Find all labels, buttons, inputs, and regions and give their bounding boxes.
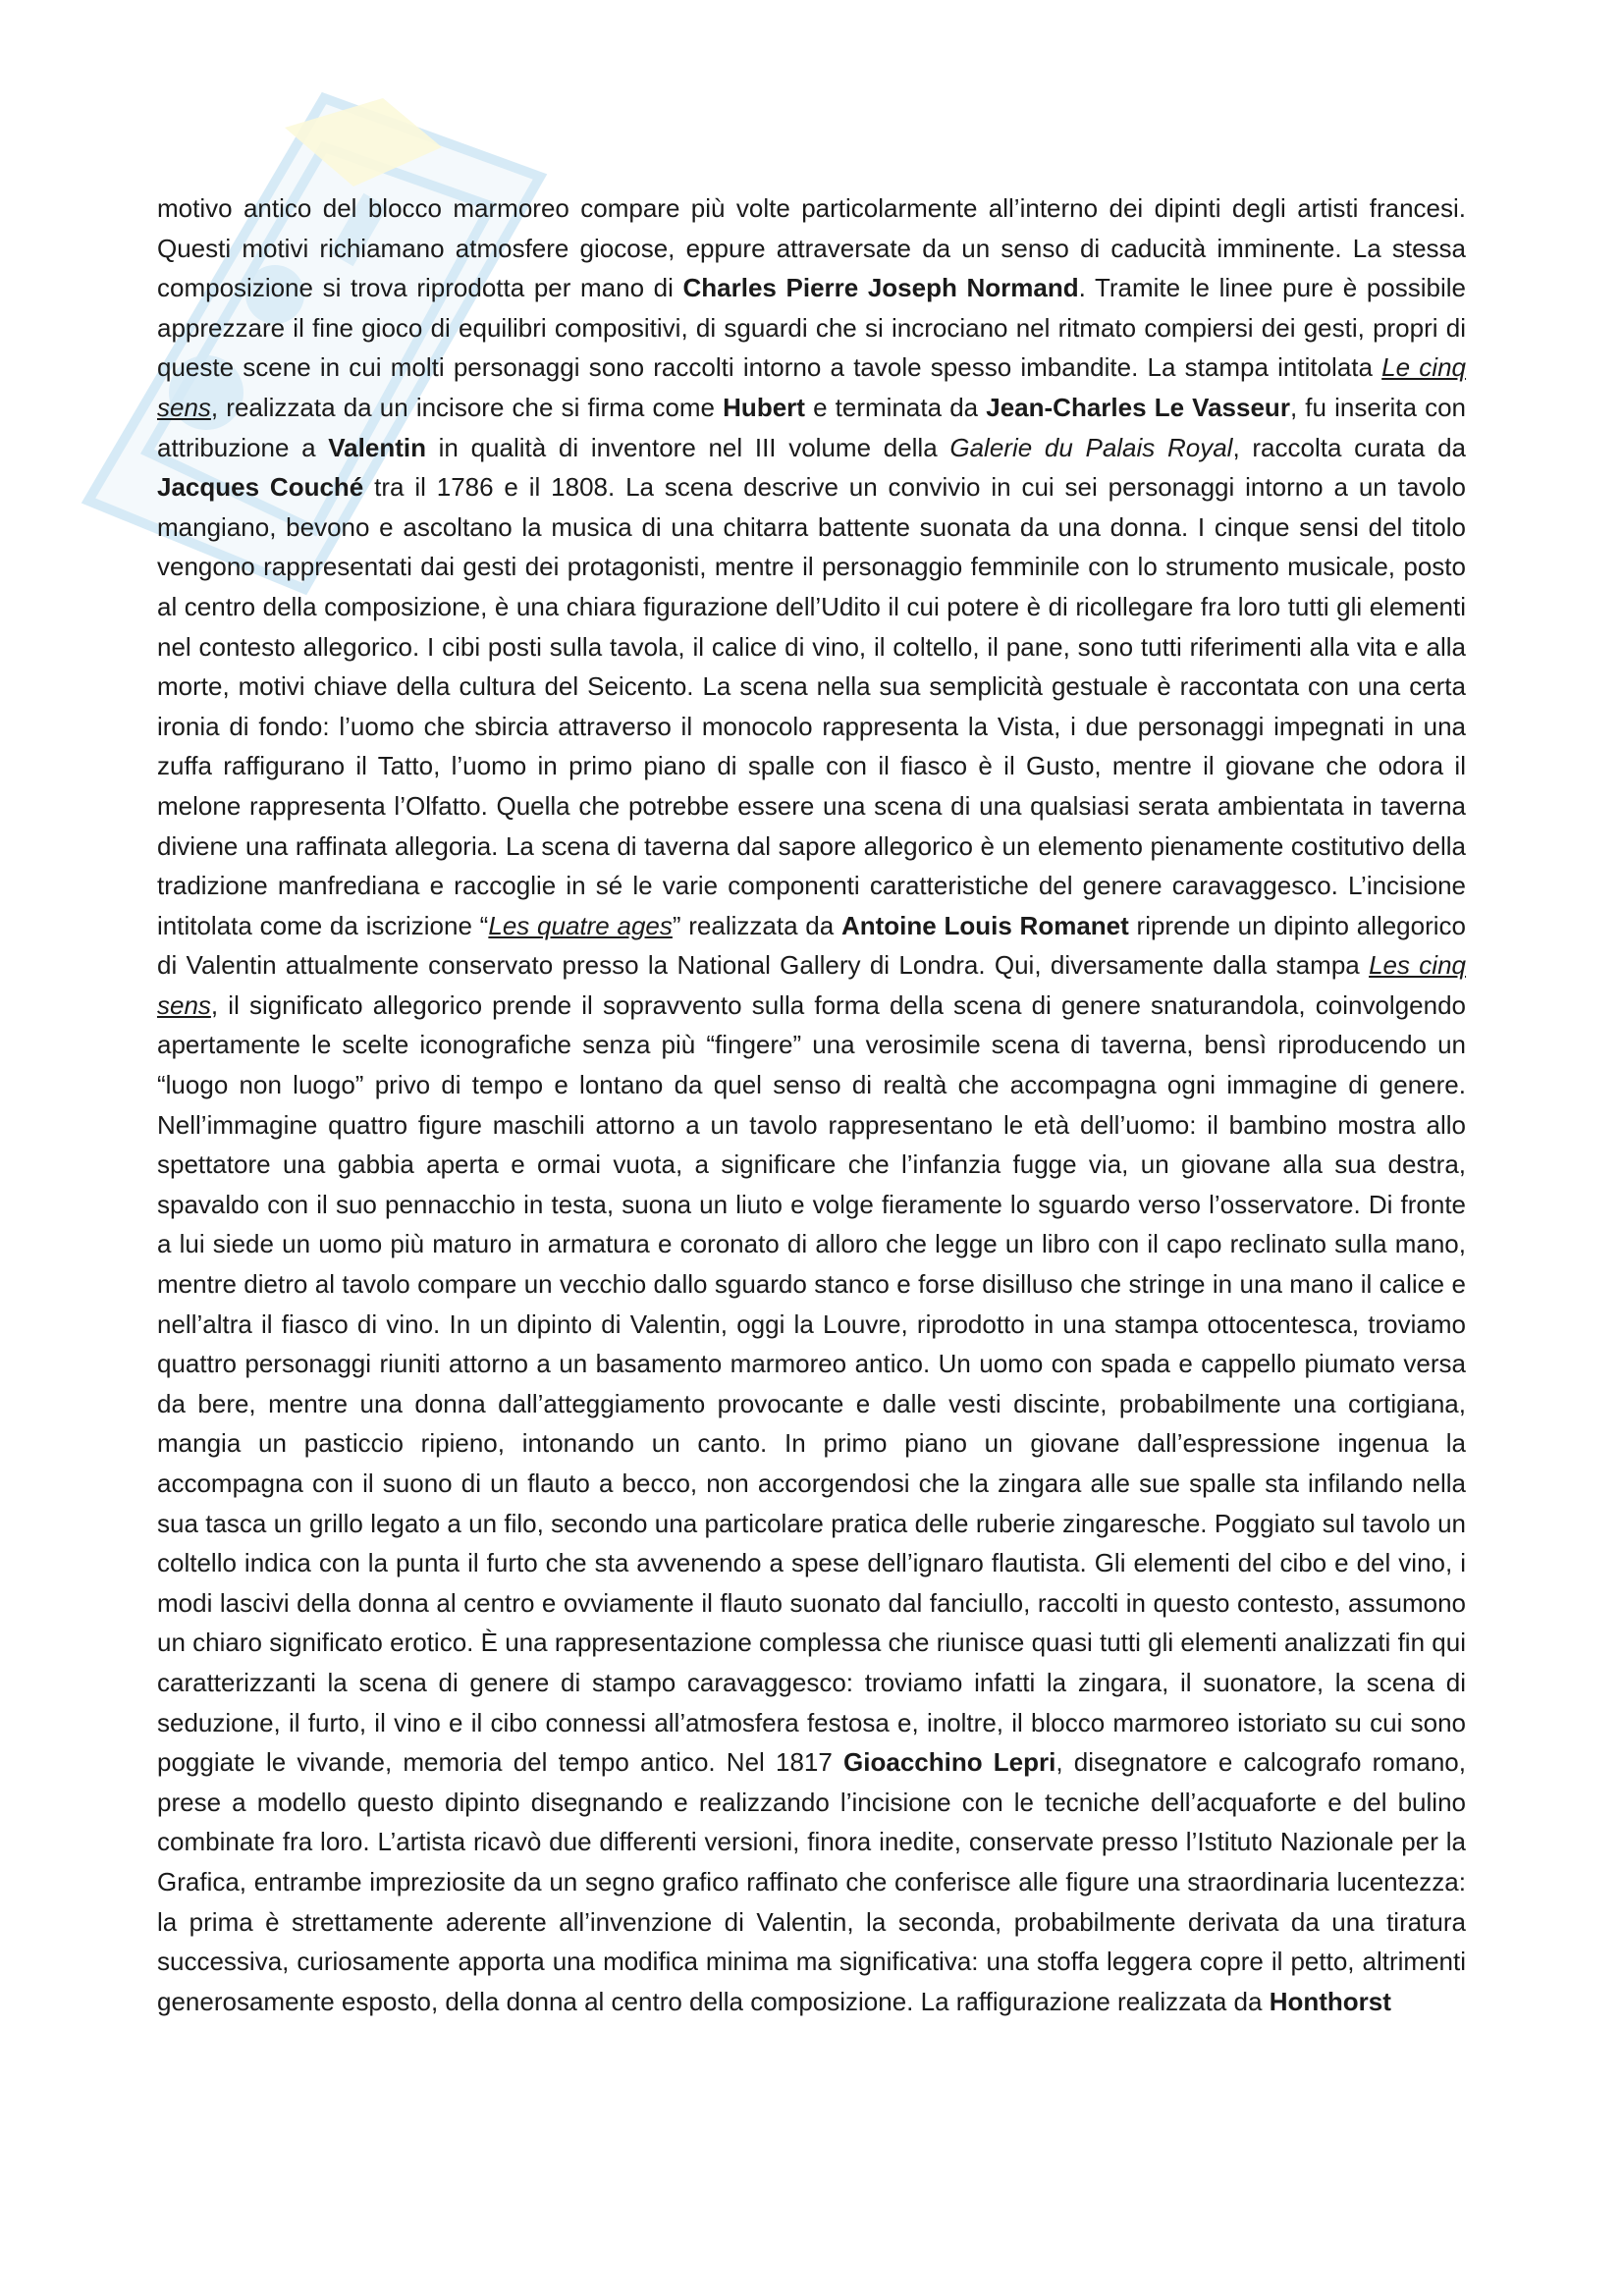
emphasis-text: Valentin [328,432,426,462]
body-text-run: riprende un dipinto allegorico di Valentin attualmente conservato presso la National Gallery di Londra. Qui, diversamente dalla stampa [157,910,1466,981]
body-text-run: tra il 1786 e il 1808. La scena descrive un convivio in cui sei personaggi intorno a un tavolo mangiano, bevono e ascoltano la musica di una chitarra battente suonata da una donna. I cinque sensi del titolo vengono rappresentati dai gesti dei protagonisti, mentre il personaggio femminile con lo strumento musicale, posto al centro della composizione, è una chiara figurazione dell’Udito il cui potere è di ricollegare fra loro tutti gli elementi nel contesto allegorico. I cibi posti sulla tavola, il calice di vino, il coltello, il pane, sono tutti riferimenti alla vita e alla morte, motivi chiave della cultura del Seicento. La scena nella sua semplicità gestuale è raccontata con una certa ironia di fondo: l’uomo che sbircia attraverso il monocolo rappresenta la Vista, i due personaggi impegnati in una zuffa raffigurano il Tatto, l’uomo in primo piano di spalle con il fiasco è il Gusto, mentre il giovane che odora il melone rappresenta l’Olfatto. Quella che potrebbe essere una scena di una qualsiasi serata ambientata in taverna diviene una raffinata allegoria. La scena di taverna dal sapore allegorico è un elemento pienamente costitutivo della tradizione manfrediana e raccoglie in sé le varie componenti caratteristiche del genere caravaggesco. L’incisione intitolata come da iscrizione “ [157,472,1466,940]
body-text-run: , il significato allegorico prende il sopravvento sulla forma della scena di genere snaturandola, coinvolgendo apertamente le scelte iconografiche senza più “fingere” una verosimile scena di taverna, bensì riproducendo un “luogo non luogo” privo di tempo e lontano da quel senso di realtà che accompagna ogni immagine di genere. Nell’immagine quattro figure maschili attorno a un tavolo rappresentano le età dell’uomo: il bambino mostra allo spettatore una gabbia aperta e ormai vuota, a significare che l’infanzia fugge via, un giovane alla sua destra, spavaldo con il suo pennacchio in testa, suona un liuto e volge fieramente lo sguardo verso l’osservatore. Di fronte a lui siede un uomo più maturo in armatura e coronato di alloro che legge un libro con il capo reclinato sulla mano, mentre dietro al tavolo compare un vecchio dallo sguardo stanco e forse disilluso che stringe in una mano il calice e nell’altra il fiasco di vino. In un dipinto di Valentin, oggi la Louvre, riprodotto in una stampa ottocentesca, troviamo quattro personaggi riuniti attorno a un basamento marmoreo antico. Un uomo con spada e cappello piumato versa da bere, mentre una donna dall’atteggiamento provocante e dalle vesti discinte, probabilmente una cortigiana, mangia un pasticcio ripieno, intonando un canto. In primo piano un giovane dall’espressione ingenua la accompagna con il suono di un flauto a becco, non accorgendosi che la zingara alle sue spalle sta infilando nella sua tasca un grillo legato a un filo, secondo una particolare pratica delle ruberie zingaresche. Poggiato sul tavolo un coltello indica con la punta il furto che sta avvenendo a spese dell’ignaro flautista. Gli elementi del cibo e del vino, i modi lascivi della donna al centro e ovviamente il flauto suonato dal fanciullo, raccolti in questo contesto, assumono un chiaro significato erotico. È una rappresentazione complessa che riunisce quasi tutti gli elementi analizzati fin qui caratterizzanti la scena di genere di stampo caravaggesco: troviamo infatti la zingara, il suonatore, la scena di seduzione, il furto, il vino e il cibo connessi all’atmosfera festosa e, inoltre, il blocco marmoreo istoriato su cui sono poggiate le vivande, memoria del tempo antico. Nel 1817 [157,989,1466,1778]
body-text-run: in qualità di inventore nel III volume della [425,432,950,462]
body-text-run: . Tramite le linee pure è possibile apprezzare il fine gioco di equilibri compositivi, di sguardi che si incrociano nel ritmato compiersi dei gesti, propri di queste scene in cui molti personaggi sono raccolti intorno a tavole spesso imbandite. La stampa intitolata [157,273,1466,383]
emphasis-text: Les quatre ages [488,910,673,940]
emphasis-text: Antoine Louis Romanet [840,910,1129,940]
emphasis-text: Galerie du Palais Royal [949,432,1233,462]
emphasis-text: Honthorst [1269,1986,1391,2016]
body-text-run: , realizzata da un incisore che si firma come [210,392,724,422]
emphasis-text: Hubert [723,392,805,422]
emphasis-text: Les cinq sens [157,950,1466,1020]
emphasis-text: Jacques Couché [157,472,364,503]
body-text-run: , fu inserita con attribuzione a [157,392,1466,462]
body-text-run: , raccolta curata da [1232,432,1466,462]
body-text-run: ” realizzata da [672,910,841,940]
emphasis-text: Le cinq sens [157,352,1466,422]
body-text-run: e terminata da [804,392,987,422]
emphasis-text: Gioacchino Lepri [843,1747,1056,1778]
emphasis-text: Charles Pierre Joseph Normand [682,273,1079,303]
emphasis-text: Jean-Charles Le Vasseur [986,392,1290,422]
body-text-run: motivo antico del blocco marmoreo compare più volte particolarmente all’interno dei dipinti degli artisti francesi. Questi motivi richiamano atmosfere giocose, eppure attraversate da un senso di caducità imminente. La stessa composizione si trova riprodotta per mano di [157,193,1466,303]
body-text [157,188,1466,2021]
body-text-run: , disegnatore e calcografo romano, prese a modello questo dipinto disegnando e realizzando l’incisione con le tecniche dell’acquaforte e del bulino combinate fra loro. L’artista ricavò due differenti versioni, finora inedite, conservate presso l’Istituto Nazionale per la Grafica, entrambe impreziosite da un segno grafico raffinato che conferisce alle figure una straordinaria lucentezza: la prima è strettamente aderente all’invenzione di Valentin, la seconda, probabilmente derivata da una tiratura successiva, curiosamente apporta una modifica minima ma significativa: una stoffa leggera copre il petto, altrimenti generosamente esposto, della donna al centro della composizione. La raffigurazione realizzata da [157,1747,1466,2016]
